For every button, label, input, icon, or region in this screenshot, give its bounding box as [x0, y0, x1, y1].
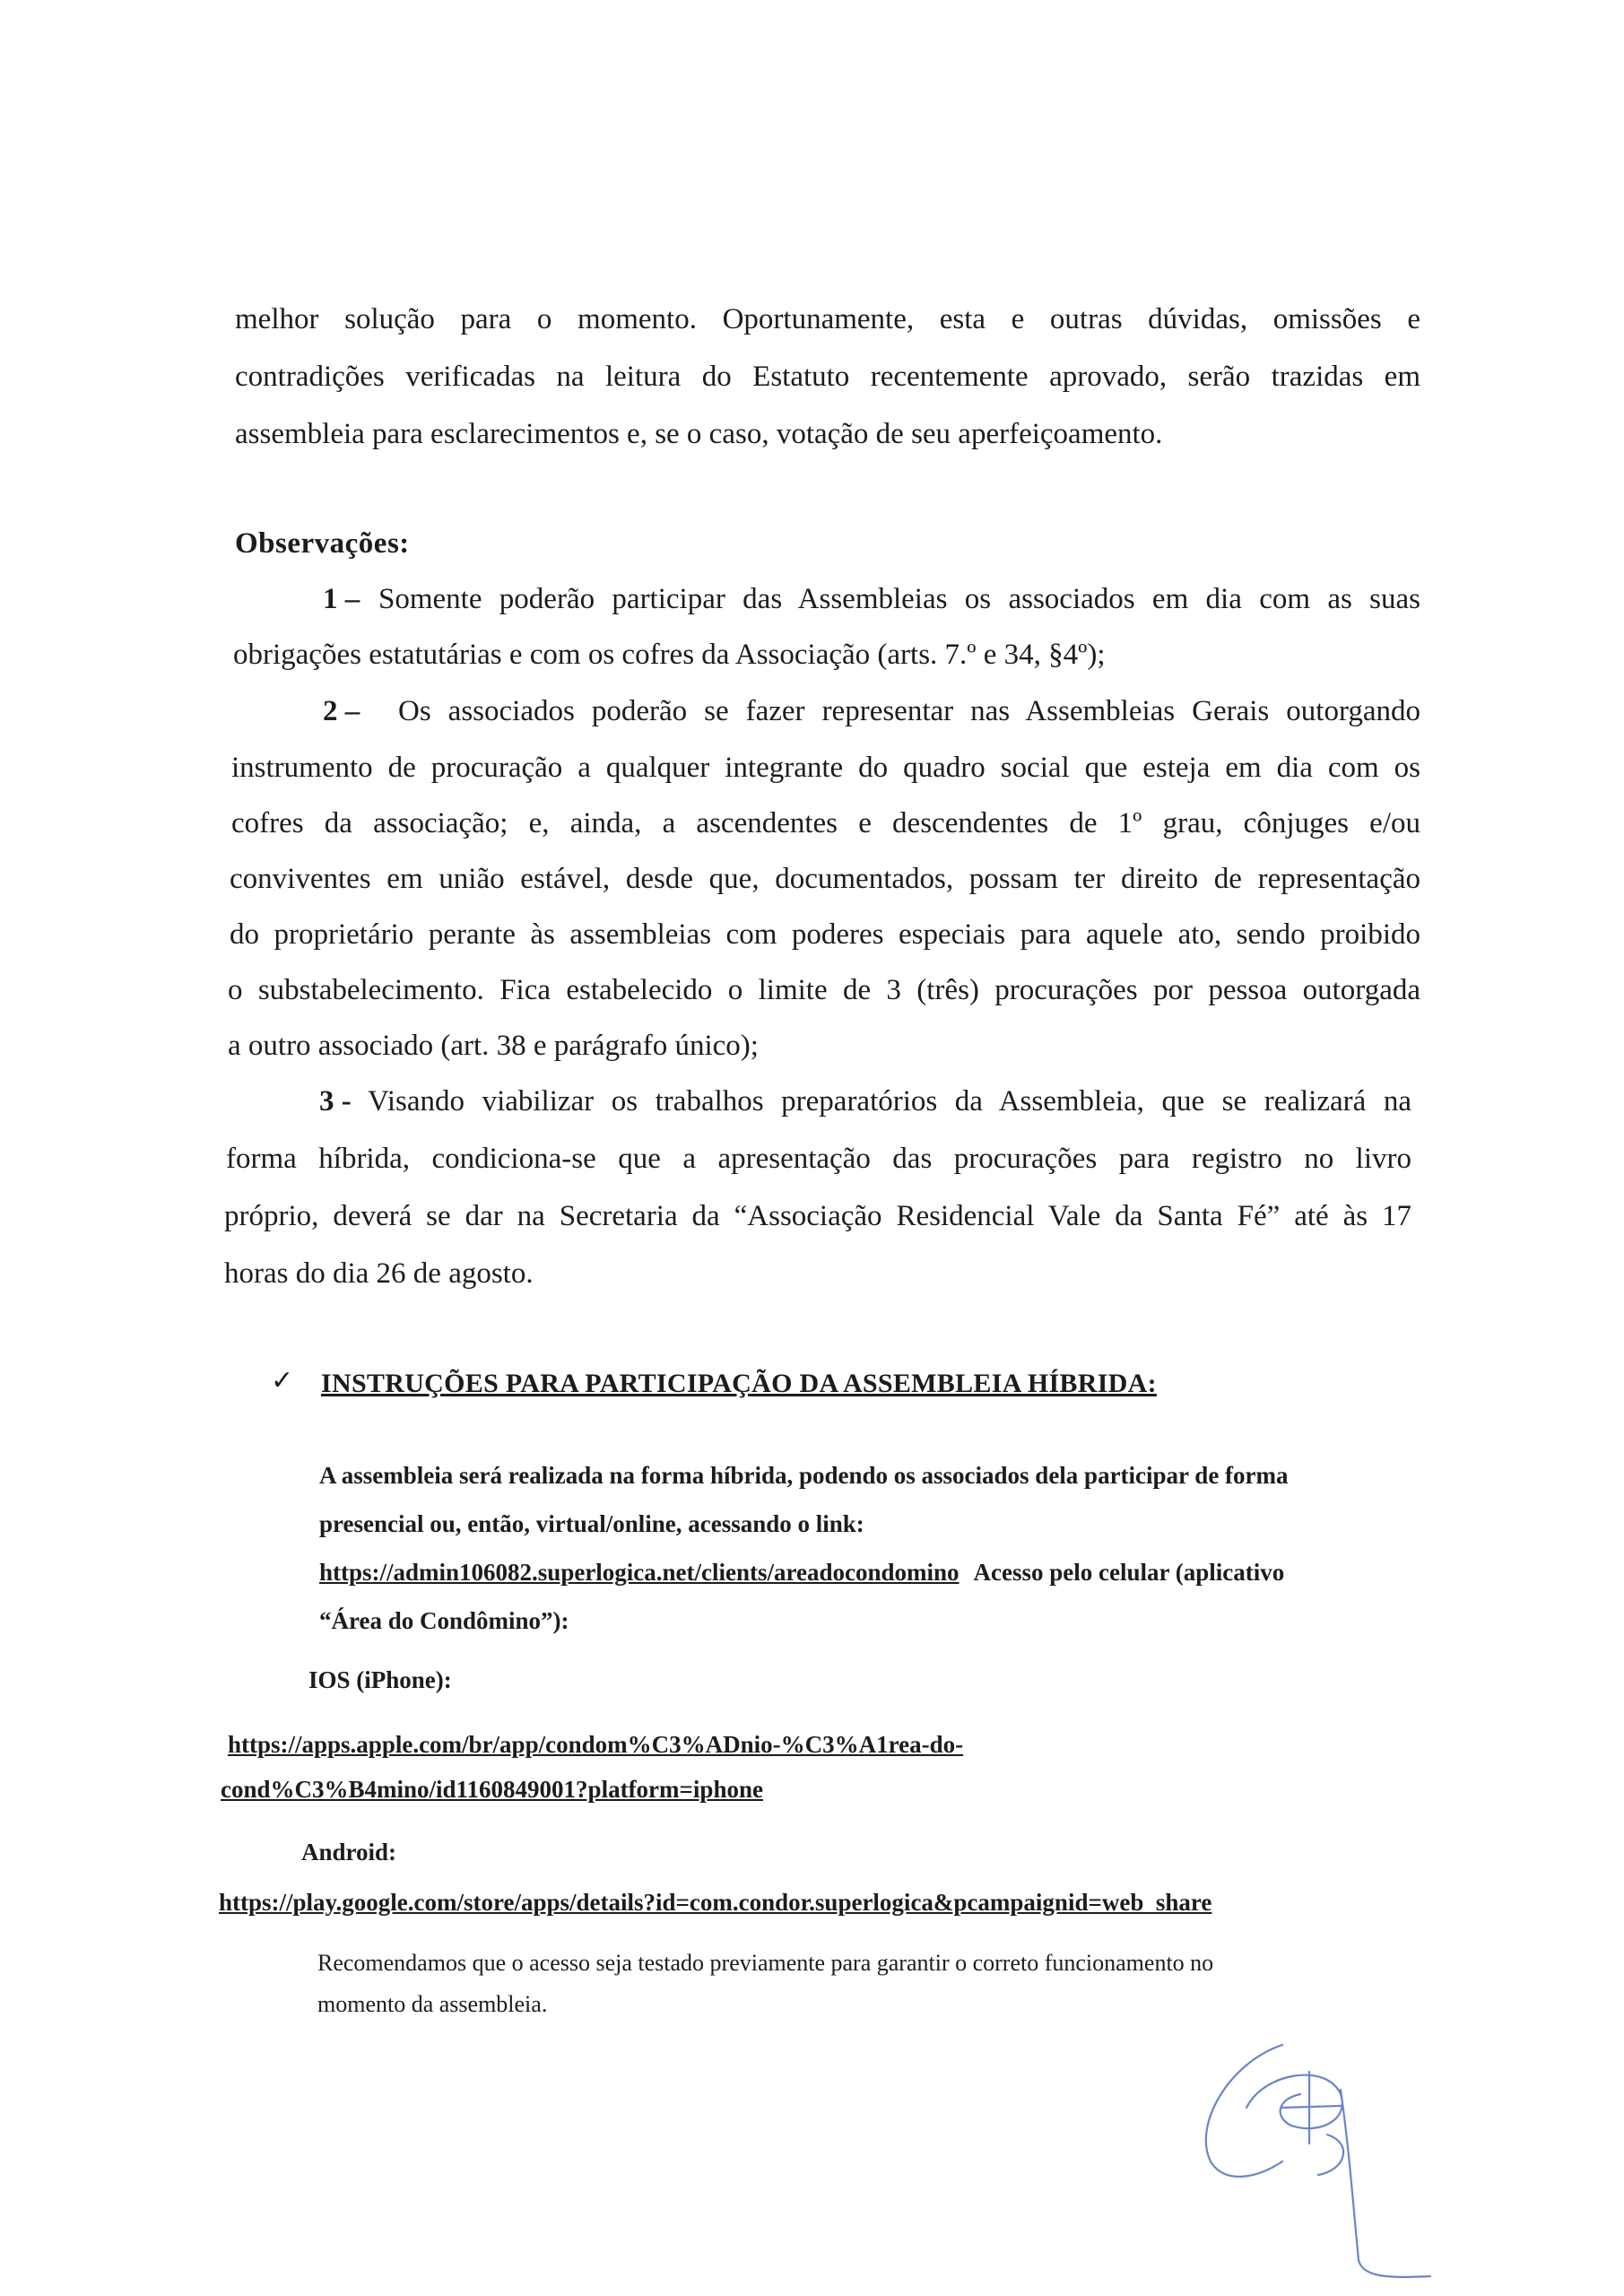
item-3-number: 3 -	[319, 1085, 352, 1118]
item-2-line-4: conviventes em união estável, desde que, documentados, possam ter direito de representação	[230, 863, 1420, 895]
item-2-line-6: o substabelecimento. Fica estabelecido o limite de 3 (três) procurações por pessoa outorgada	[228, 974, 1420, 1006]
item-3-line-1: Visando viabilizar os trabalhos preparatórios da Assembleia, que se realizará na	[368, 1085, 1411, 1118]
item-3-line-4: horas do dia 26 de agosto.	[224, 1257, 534, 1290]
ios-link-line-1[interactable]: https://apps.apple.com/br/app/condom%C3%ADnio-%C3%A1rea-do-	[228, 1731, 964, 1758]
item-2-line-7: a outro associado (art. 38 e parágrafo único);	[228, 1030, 759, 1062]
item-2-line-1: Os associados poderão se fazer representar nas Assembleias Gerais outorgando	[398, 695, 1420, 727]
item-2-line-5: do proprietário perante às assembleias com poderes especiais para aquele ato, sendo proibido	[230, 918, 1420, 951]
recommend-line-1: Recomendamos que o acesso seja testado previamente para garantir o correto funcionamento no	[317, 1950, 1214, 1976]
handwritten-initials-icon	[1175, 2009, 1444, 2296]
android-label: Android:	[301, 1839, 397, 1866]
app-name-text: “Área do Condômino”):	[319, 1607, 569, 1634]
android-link[interactable]: https://play.google.com/store/apps/details?id=com.condor.superlogica&pcampaignid=web_share	[219, 1889, 1212, 1916]
link-row	[319, 1557, 1284, 1587]
item-2-number: 2 –	[323, 695, 360, 727]
mobile-access-text: Acesso pelo celular (aplicativo	[973, 1559, 1285, 1586]
item-1-line-1: Somente poderão participar das Assembleias os associados em dia com as suas	[378, 583, 1420, 615]
instrucoes-line-1: A assembleia será realizada na forma híbrida, podendo os associados dela participar de forma	[319, 1462, 1289, 1489]
ios-label: IOS (iPhone):	[308, 1666, 452, 1693]
intro-line-3: assembleia para esclarecimentos e, se o caso, votação de seu aperfeiçoamento.	[235, 418, 1163, 450]
item-2-line-2: instrumento de procuração a qualquer integrante do quadro social que esteja em dia com os	[231, 752, 1420, 784]
intro-line-2: contradições verificadas na leitura do Estatuto recentemente aprovado, serão trazidas em	[235, 361, 1420, 393]
check-icon: ✓	[271, 1365, 294, 1396]
item-1-number: 1 –	[323, 583, 360, 615]
item-1-line-2: obrigações estatutárias e com os cofres da Associação (arts. 7.º e 34, §4º);	[233, 639, 1106, 671]
admin-portal-link[interactable]: https://admin106082.superlogica.net/clients/areadocondomino	[319, 1559, 960, 1586]
observacoes-title: Observações:	[235, 527, 410, 560]
intro-line-1: melhor solução para o momento. Oportunamente, esta e outras dúvidas, omissões e	[235, 303, 1420, 335]
instrucoes-line-2: presencial ou, então, virtual/online, acessando o link:	[319, 1510, 864, 1537]
ios-link-line-2[interactable]: cond%C3%B4mino/id1160849001?platform=iphone	[221, 1776, 763, 1803]
item-3-line-3: próprio, deverá se dar na Secretaria da “Associação Residencial Vale da Santa Fé” até às 17	[224, 1200, 1411, 1232]
recommend-line-2: momento da assembleia.	[317, 1991, 548, 2017]
instrucoes-heading: INSTRUÇÕES PARA PARTICIPAÇÃO DA ASSEMBLEIA HÍBRIDA:	[321, 1369, 1157, 1398]
item-3-line-2: forma híbrida, condiciona-se que a apresentação das procurações para registro no livro	[226, 1143, 1411, 1175]
item-2-line-3: cofres da associação; e, ainda, a ascendentes e descendentes de 1º grau, cônjuges e/ou	[231, 807, 1420, 839]
